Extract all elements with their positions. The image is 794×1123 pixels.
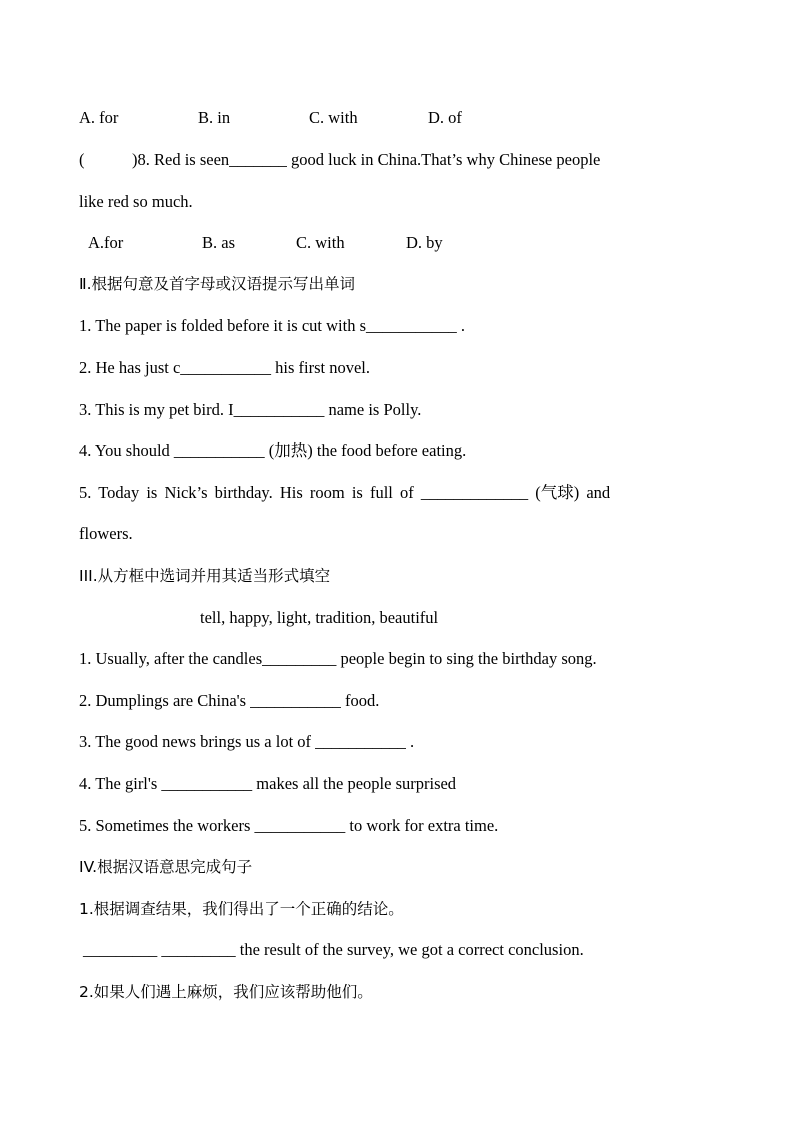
- section-2-item-5-continuation: flowers.: [79, 524, 133, 543]
- q8-option-d: D. by: [406, 233, 443, 252]
- q8-text: )8. Red is seen_______ good luck in China.That’s why Chinese people: [132, 150, 601, 169]
- q8-continuation: like red so much.: [79, 192, 193, 211]
- section-2-heading: Ⅱ.根据句意及首字母或汉语提示写出单词: [79, 275, 356, 293]
- q8-option-b: B. as: [202, 233, 235, 252]
- section-3-item-3: 3. The good news brings us a lot of ___________ .: [79, 732, 415, 751]
- section-3-item-1: 1. Usually, after the candles_________ people begin to sing the birthday song.: [79, 649, 597, 668]
- section-2-item-4: 4. You should ___________ (加热) the food before eating.: [79, 441, 467, 460]
- q8-option-c: C. with: [296, 233, 345, 252]
- q7-option-b: B. in: [198, 108, 231, 127]
- q7-option-c: C. with: [309, 108, 358, 127]
- section-2-item-1: 1. The paper is folded before it is cut with s___________ .: [79, 316, 466, 335]
- section-4-item-1-prompt: 1.根据调查结果，我们得出了一个正确的结论。: [79, 900, 404, 918]
- q8-answer-paren: (: [79, 150, 85, 169]
- section-3-heading: III.从方框中选词并用其适当形式填空: [79, 567, 331, 585]
- section-4-item-2-prompt: 2.如果人们遇上麻烦，我们应该帮助他们。: [79, 983, 373, 1001]
- section-3-item-4: 4. The girl's ___________ makes all the people surprised: [79, 774, 457, 793]
- section-4-heading: IV.根据汉语意思完成句子: [79, 858, 253, 876]
- section-2-item-5: 5. Today is Nick’s birthday. His room is full of _____________ (气球) and: [79, 483, 611, 502]
- section-3-item-2: 2. Dumplings are China's ___________ food.: [79, 691, 380, 710]
- section-4-item-1-answer: _________ _________ the result of the survey, we got a correct conclusion.: [83, 940, 584, 959]
- section-2-item-3: 3. This is my pet bird. I___________ name is Polly.: [79, 400, 422, 419]
- q7-option-d: D. of: [428, 108, 462, 127]
- section-2-item-2: 2. He has just c___________ his first novel.: [79, 358, 371, 377]
- section-3-item-5: 5. Sometimes the workers ___________ to work for extra time.: [79, 816, 499, 835]
- q7-option-a: A. for: [79, 108, 119, 127]
- q8-option-a: A.for: [88, 233, 124, 252]
- word-box: tell, happy, light, tradition, beautiful: [200, 608, 439, 627]
